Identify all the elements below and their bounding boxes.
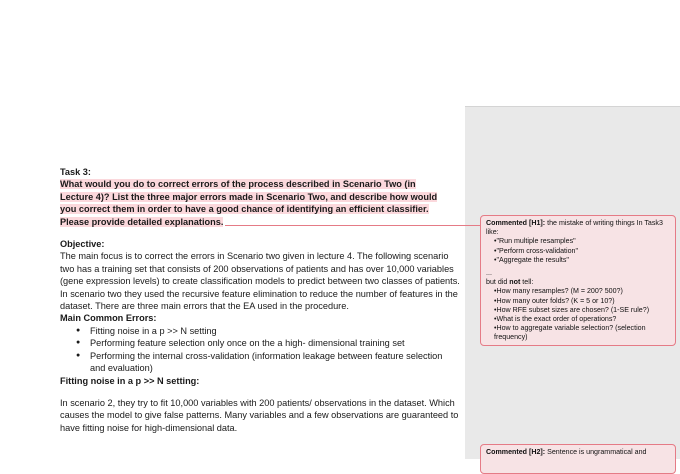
question-line-2: Lecture 4)? List the three major errors made in Scenario Two, and describe how would (60, 191, 438, 202)
question-line-3: you correct them in order to have a good chance of identifying an efficient classifier. (60, 204, 429, 215)
comment-question: •What is the exact order of operations? (494, 315, 617, 324)
highlighted-question[interactable] (60, 178, 460, 228)
comment-question: •How RFE subset sizes are chosen? (1-SE rule?) (494, 305, 650, 314)
comment-text: the mistake of writing things In Task3 like: (486, 219, 663, 237)
comment-question: •How to aggregate variable selection? (selection frequency) (494, 324, 646, 342)
objective-paragraph: The main focus is to correct the errors in Scenario two given in lecture 4. The following scenario two has a training set that consists of 200 observations of patients and has over 10,000 variables (gene expression levels) to create classification models to predict between two classes of patients. In scenario two they used the recursive feature elimination to reduce the number of features in the dataset. There are three main errors that the EA used in the procedure. (60, 251, 460, 312)
comment-did-not: but did not tell: (486, 278, 534, 287)
margin-divider (465, 106, 680, 107)
comment-quote: •"Perform cross-validation" (494, 246, 578, 255)
errors-list (60, 325, 460, 375)
comment-question: •How many outer folds? (K = 5 or 10?) (494, 296, 615, 305)
task-title: Task 3: (60, 167, 91, 177)
comment-author: Commented [H1]: (486, 219, 546, 227)
comment-question: •How many resamples? (M = 200? 500?) (494, 287, 623, 296)
comment-ellipsis: ... (486, 269, 492, 278)
section-heading: Fitting noise in a p >> N setting: (60, 375, 200, 386)
comment-connector-line (225, 225, 480, 226)
list-item: ● Performing the internal cross-validation (information leakage between feature selection and evaluation) (90, 350, 460, 375)
comment-quote: •"Run multiple resamples" (494, 237, 576, 246)
list-item: ● Fitting noise in a p >> N setting (90, 325, 460, 337)
comment-h1[interactable] (480, 215, 676, 346)
question-line-1: What would you do to correct errors of the process described in Scenario Two (in (60, 179, 416, 190)
objective-heading: Objective: (60, 239, 105, 250)
comment-text: Sentence is ungrammatical and (547, 448, 647, 456)
comment-h2[interactable] (480, 444, 676, 474)
errors-heading: Main Common Errors: (60, 313, 157, 324)
question-line-4: Please provide detailed explanations. (60, 216, 224, 227)
section-paragraph: In scenario 2, they try to fit 10,000 variables with 200 patients/ observations in the dataset. Which causes the model to give false patterns. Many variables and a few observations are guaranteed to have fitting noise for high-dimensional data. (60, 397, 459, 433)
list-item: ● Performing feature selection only once on the a high- dimensional training set (90, 337, 460, 349)
document-body[interactable] (60, 166, 460, 434)
comment-quote: •"Aggregate the results" (494, 255, 569, 264)
comment-author: Commented [H2]: (486, 448, 546, 456)
